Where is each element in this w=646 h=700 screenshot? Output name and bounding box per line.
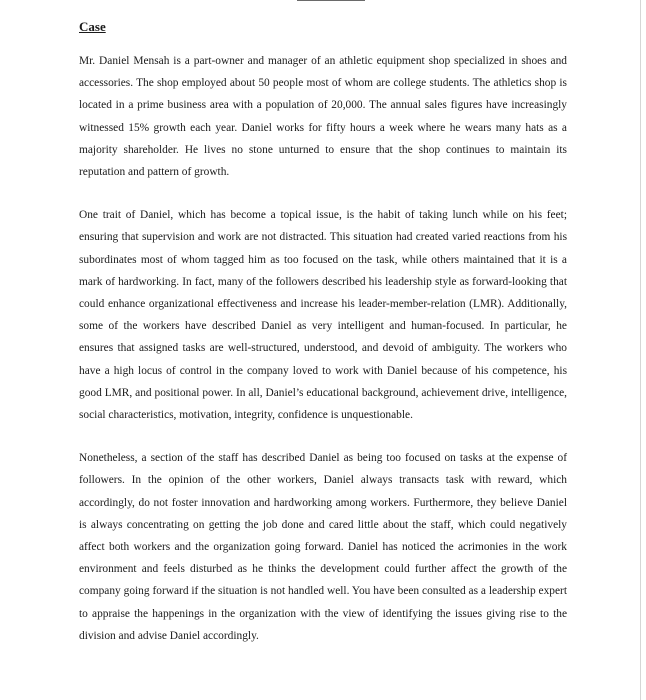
case-heading: Case bbox=[79, 19, 106, 34]
paragraph-criticism: Nonetheless, a section of the staff has described Daniel as being too focused on tasks at the expense of followers. In the opinion of the other workers, Daniel always transacts task with reward, which accordingly, do not foster innovation and hardworking among workers. Furthermore, they believe Daniel is always concentrating on getting the job done and cared little about the staff, which could negatively affect both workers and the organization going forward. Daniel has noticed the acrimonies in the work environment and feels disturbed as he thinks the development could further affect the growth of the company going forward if the situation is not handled well. You have been consulted as a leadership expert to appraise the happenings in the organization with the view of identifying the issues giving rise to the division and advise Daniel accordingly. bbox=[79, 452, 567, 642]
top-divider bbox=[297, 0, 365, 1]
document-page bbox=[79, 18, 567, 668]
page-edge bbox=[640, 0, 641, 700]
paragraph-traits: One trait of Daniel, which has become a topical issue, is the habit of taking lunch while on his feet; ensuring that supervision and work are not distracted. This situation had created varied reactions from his subordinates most of whom tagged him as too focused on the task, while others maintained that it is a mark of hardworking. In fact, many of the followers described his leadership style as forward-looking that could enhance organizational effectiveness and increase his leader-member-relation (LMR). Additionally, some of the workers have described Daniel as very intelligent and human-focused. In particular, he ensures that assigned tasks are well-structured, understood, and devoid of ambiguity. The workers who have a high locus of control in the company loved to work with Daniel because of his competence, his good LMR, and positional power. In all, Daniel’s educational background, achievement drive, intelligence, social characteristics, motivation, integrity, confidence is unquestionable. bbox=[79, 209, 567, 422]
paragraph-intro: Mr. Daniel Mensah is a part-owner and manager of an athletic equipment shop specialized in shoes and accessories. The shop employed about 50 people most of whom are college students. The athletics shop is located in a prime business area with a population of 20,000. The annual sales figures have increasingly witnessed 15% growth each year. Daniel works for fifty hours a week where he wears many hats as a majority shareholder. He lives no stone unturned to ensure that the shop continues to maintain its reputation and pattern of growth. bbox=[79, 55, 567, 179]
